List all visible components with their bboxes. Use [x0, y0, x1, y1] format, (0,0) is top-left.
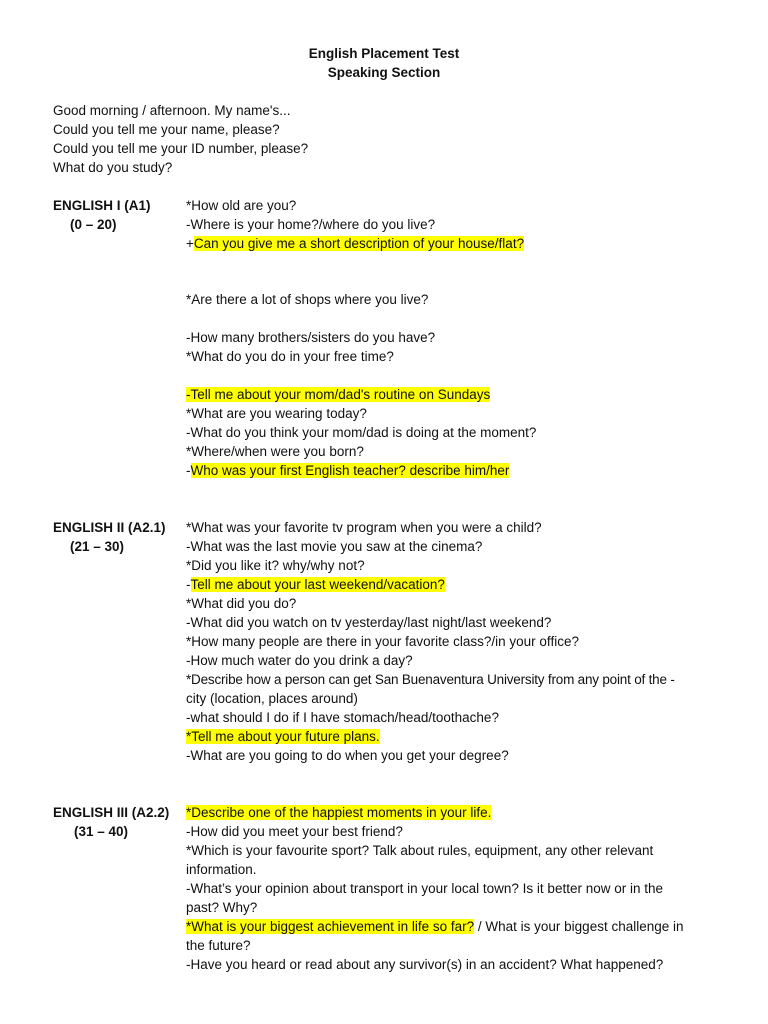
question-line: +Can you give me a short description of your house/flat? [186, 236, 525, 251]
level-name: ENGLISH II (A2.1) [53, 520, 166, 535]
question-line: *Describe one of the happiest moments in your life. [186, 805, 492, 820]
question-line: -Tell me about your mom/dad's routine on Sundays [186, 387, 491, 402]
question-line: *What do you do in your free time? [186, 349, 394, 364]
level-name: ENGLISH III (A2.2) [53, 805, 170, 820]
question-line: -what should I do if I have stomach/head/toothache? [186, 710, 499, 725]
question-line: *How many people are there in your favorite class?/in your office? [186, 634, 579, 649]
question-line: *How old are you? [186, 198, 297, 213]
intro-line: Could you tell me your ID number, please? [53, 141, 309, 156]
question-line: *What did you do? [186, 596, 297, 611]
level-range: (0 – 20) [70, 217, 117, 232]
question-line: -How many brothers/sisters do you have? [186, 330, 436, 345]
question-line: *Tell me about your future plans. [186, 729, 380, 744]
question-line: -What do you think your mom/dad is doing at the moment? [186, 425, 537, 440]
question-line: *Describe how a person can get San Buenaventura University from any point of the - [186, 672, 675, 687]
question-line: *What are you wearing today? [186, 406, 367, 421]
question-line: -What did you watch on tv yesterday/last night/last weekend? [186, 615, 552, 630]
level-name: ENGLISH I (A1) [53, 198, 151, 213]
intro-line: What do you study? [53, 160, 173, 175]
question-line: -Tell me about your last weekend/vacation? [186, 577, 445, 592]
question-line: *What was your favorite tv program when you were a child? [186, 520, 542, 535]
question-line: *Which is your favourite sport? Talk about rules, equipment, any other relevant [186, 843, 654, 858]
level-range: (31 – 40) [74, 824, 129, 839]
question-line: *Where/when were you born? [186, 444, 364, 459]
question-line: *What is your biggest achievement in life so far? / What is your biggest challenge in [186, 919, 684, 934]
question-line: -How did you meet your best friend? [186, 824, 403, 839]
question-line: -What was the last movie you saw at the cinema? [186, 539, 483, 554]
level-range: (21 – 30) [70, 539, 125, 554]
question-line: -Where is your home?/where do you live? [186, 217, 436, 232]
question-line: *Are there a lot of shops where you live? [186, 292, 429, 307]
question-line: *Did you like it? why/why not? [186, 558, 365, 573]
document-title: English Placement Test [308, 46, 460, 61]
question-line: past? Why? [186, 900, 258, 915]
question-line: -Who was your first English teacher? describe him/her [186, 463, 510, 478]
question-line: -What are you going to do when you get your degree? [186, 748, 509, 763]
question-line: the future? [186, 938, 251, 953]
question-line: -Have you heard or read about any survivor(s) in an accident? What happened? [186, 957, 664, 972]
question-line: city (location, places around) [186, 691, 358, 706]
question-line: information. [186, 862, 257, 877]
intro-line: Good morning / afternoon. My name's... [53, 103, 291, 118]
intro-line: Could you tell me your name, please? [53, 122, 280, 137]
document-subtitle: Speaking Section [327, 65, 441, 80]
question-line: -How much water do you drink a day? [186, 653, 413, 668]
question-line: -What’s your opinion about transport in your local town? Is it better now or in the [186, 881, 664, 896]
